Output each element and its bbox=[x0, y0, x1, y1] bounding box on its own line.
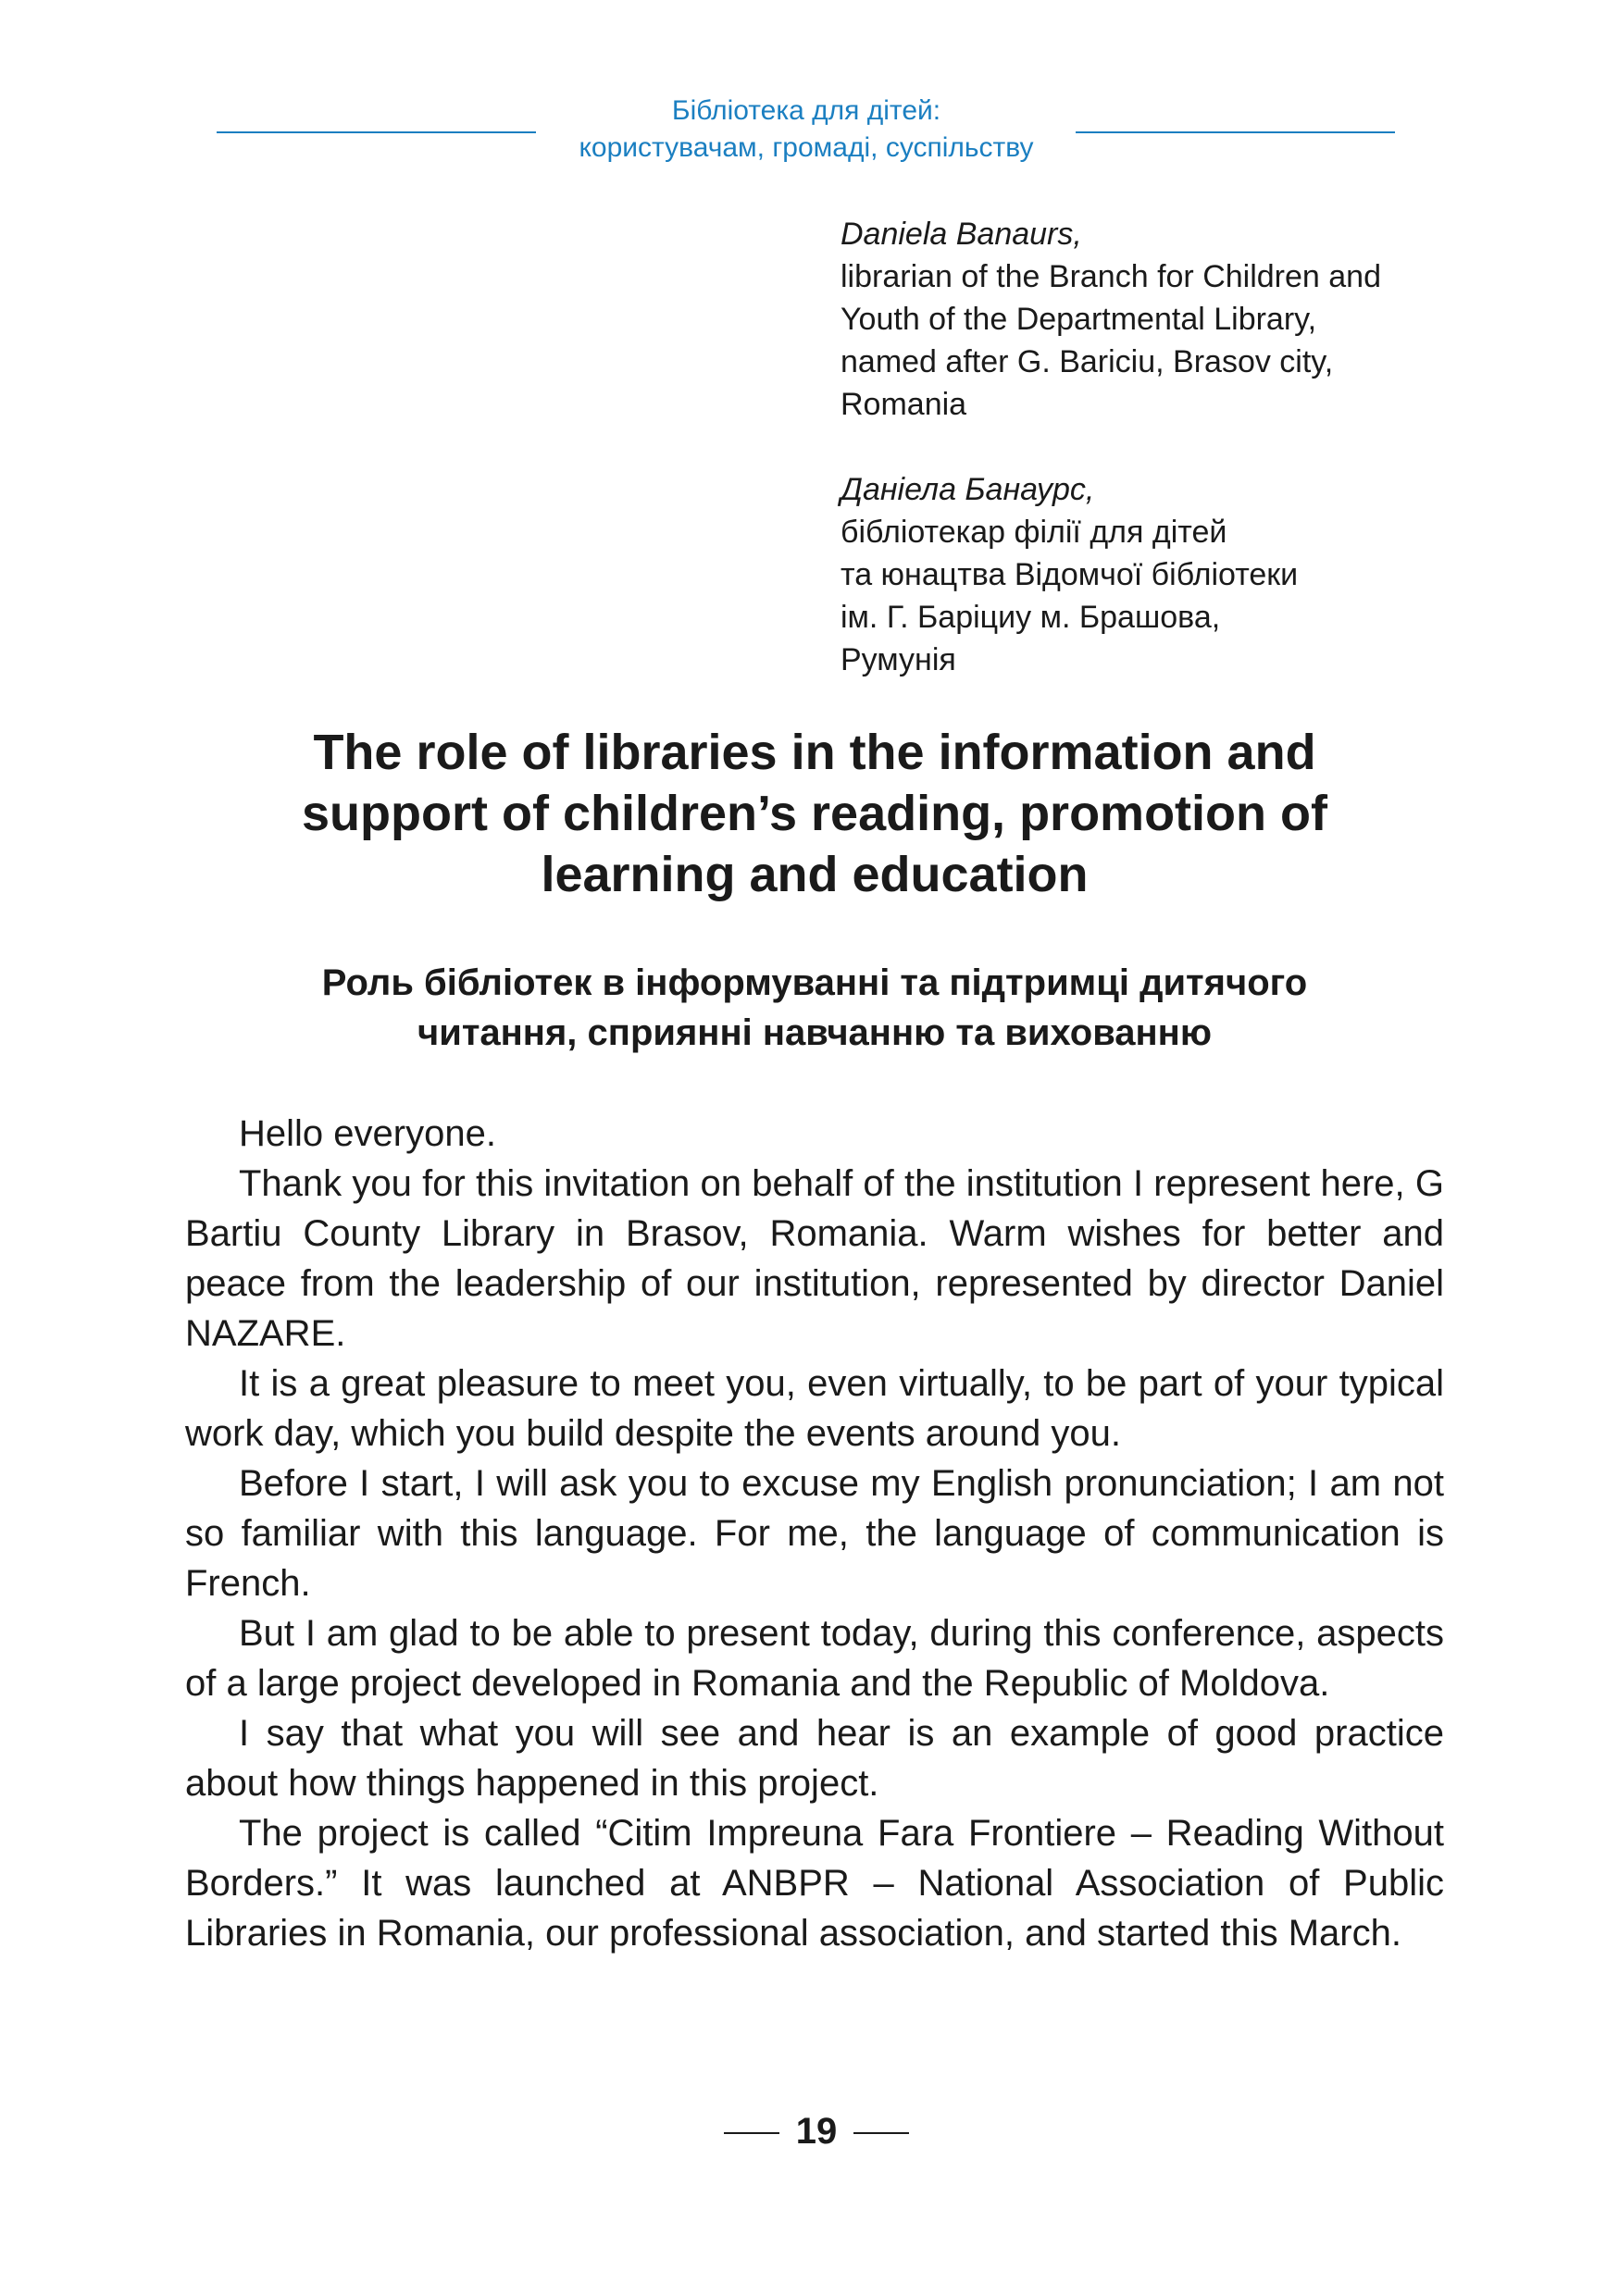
author-affiliation-uk-line: бібліотекар філії для дітей bbox=[841, 515, 1227, 550]
article-body bbox=[185, 1109, 1444, 1958]
page-footer bbox=[0, 2108, 1619, 2154]
author-affiliation-en-line: Youth of the Departmental Library, bbox=[841, 302, 1317, 337]
article-title-en-line: The role of libraries in the information and bbox=[313, 725, 1316, 780]
author-name-en: Daniela Banaurs, bbox=[841, 217, 1082, 252]
footer-rule-right bbox=[853, 2132, 909, 2134]
author-affiliation-uk-line: та юнацтва Відомчої бібліотеки bbox=[841, 557, 1299, 592]
author-affiliation-uk-line: Румунія bbox=[841, 642, 956, 677]
body-paragraph: But I am glad to be able to present today, during this conference, aspects of a large project developed in Romania and the Republic of Moldova. bbox=[185, 1613, 1444, 1704]
article-title-uk-line: Роль бібліотек в інформуванні та підтримці дитячого bbox=[321, 962, 1308, 1003]
article-title-en bbox=[185, 722, 1444, 905]
author-affiliation-en-line: librarian of the Branch for Children and bbox=[841, 259, 1381, 294]
page-number: 19 bbox=[795, 2111, 838, 2152]
body-paragraph: I say that what you will see and hear is an example of good practice about how things happened in this project. bbox=[185, 1713, 1444, 1804]
header-title-line-2: користувачам, громаді, суспільству bbox=[579, 132, 1034, 163]
body-paragraph: Thank you for this invitation on behalf of the institution I represent here, G Bartiu County Library in Brasov, Romania. Warm wishes for better and peace from the leadership of our institution, represented by director Daniel NAZARE. bbox=[185, 1163, 1444, 1354]
article-title-uk-line: читання, сприянні навчанню та вихованню bbox=[417, 1012, 1212, 1053]
author-affiliation-uk-line: ім. Г. Баріциу м. Брашова, bbox=[841, 600, 1221, 635]
header-title bbox=[537, 93, 1076, 167]
author-block-spacer bbox=[841, 426, 1433, 468]
article-title-en-line: support of children’s reading, promotion of bbox=[302, 786, 1327, 841]
author-affiliation-en-line: Romania bbox=[841, 387, 967, 422]
body-paragraph: It is a great pleasure to meet you, even virtually, to be part of your typical work day, which you build despite the events around you. bbox=[185, 1363, 1444, 1454]
author-name-uk: Даніела Банаурс, bbox=[841, 472, 1095, 507]
body-paragraph: Before I start, I will ask you to excuse my English pronunciation; I am not so familiar with this language. For me, the language of communication is French. bbox=[185, 1463, 1444, 1604]
body-paragraph: The project is called “Citim Impreuna Fara Frontiere – Reading Without Borders.” It was launched at ANBPR – National Association of Public Libraries in Romania, our professional association, and started this March. bbox=[185, 1813, 1444, 1954]
article-title-uk bbox=[185, 958, 1444, 1058]
article-title-en-line: learning and education bbox=[541, 847, 1089, 902]
author-block bbox=[841, 213, 1433, 681]
header-rule-left bbox=[217, 131, 536, 133]
running-header bbox=[0, 93, 1619, 176]
author-affiliation-en-line: named after G. Bariciu, Brasov city, bbox=[841, 344, 1334, 379]
body-paragraph: Hello everyone. bbox=[239, 1113, 496, 1154]
header-rule-right bbox=[1076, 131, 1395, 133]
header-title-line-1: Бібліотека для дітей: bbox=[671, 95, 941, 126]
footer-rule-left bbox=[724, 2132, 779, 2134]
